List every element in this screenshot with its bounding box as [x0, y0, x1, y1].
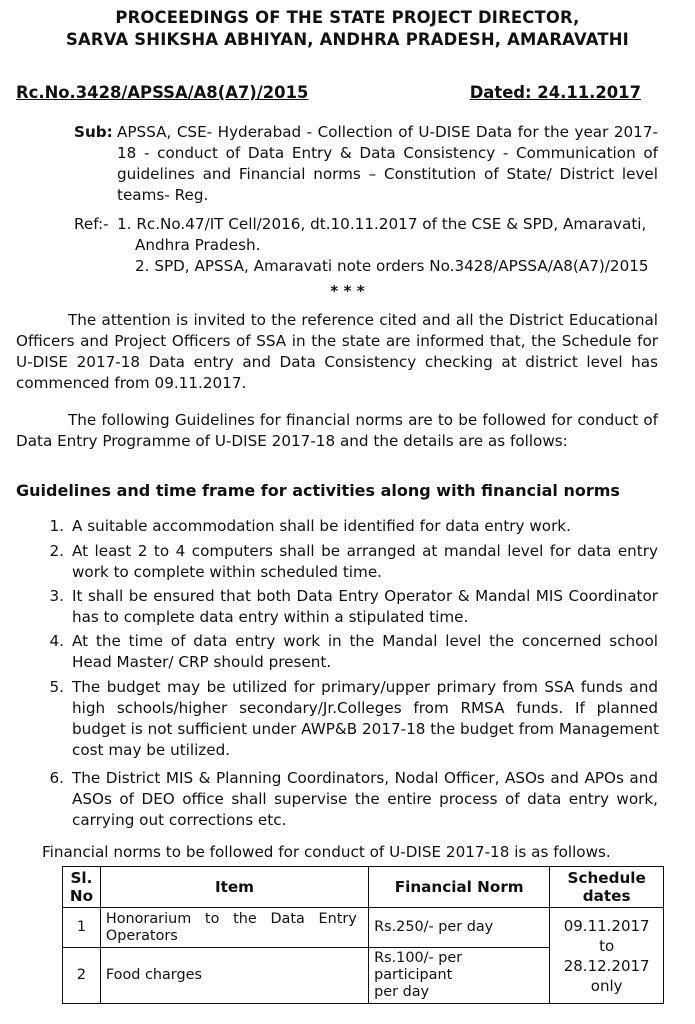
list-item: cost may be utilized.	[72, 741, 231, 759]
separator-stars: * * *	[330, 282, 365, 300]
list-number: 5.	[49, 678, 64, 696]
list-number: 6.	[49, 769, 64, 787]
cell-norm-line: Rs.250/- per day	[374, 919, 494, 935]
dated: Dated: 24.11.2017	[469, 83, 641, 102]
list-number: 1.	[49, 517, 64, 535]
list-item: The budget may be utilized for primary/upper primary from SSA funds and	[72, 678, 658, 696]
list-item: ASOs of DEO office shall supervise the entire process of data entry work,	[72, 790, 658, 808]
references-label: Ref:-	[74, 215, 109, 233]
list-item: budget is not sufficient under AWP&B 2017-18 the budget from Management	[72, 720, 659, 738]
reference-item: 2. SPD, APSSA, Amaravati note orders No.3428/APSSA/A8(A7)/2015	[135, 257, 649, 275]
cell-norm-line: Rs.100/- per participant	[374, 950, 463, 983]
list-item: work to complete within scheduled time.	[72, 563, 382, 581]
subject-line: guidelines and Financial norms – Constitution of State/ District level	[117, 165, 658, 183]
subject-label: Sub:	[74, 123, 113, 141]
header-sl-line: Sl.	[70, 869, 93, 887]
header-schedule-line: Schedule	[567, 869, 646, 887]
schedule-line: 28.12.2017	[563, 956, 650, 975]
subject-line: APSSA, CSE- Hyderabad - Collection of U-DISE Data for the year 2017-	[117, 123, 658, 141]
schedule-line: only	[590, 976, 623, 995]
paragraph-line: U-DISE 2017-18 Data entry and Data Consistency checking at district level has	[16, 353, 658, 371]
cell-item-line: Food charges	[105, 967, 202, 983]
cell-sl-no: 1	[63, 908, 101, 948]
list-item: At the time of data entry work in the Mandal level the concerned school	[72, 632, 658, 650]
guidelines-heading: Guidelines and time frame for activities along with financial norms	[16, 481, 620, 500]
list-item: high schools/higher secondary/Jr.Colleges from RMSA funds. If planned	[72, 699, 658, 717]
cell-item	[100, 948, 368, 1004]
reference-number: Rc.No.3428/APSSA/A8(A7)/2015	[16, 83, 309, 102]
list-number: 4.	[49, 632, 64, 650]
paragraph-line: Officers and Project Officers of SSA in the state are informed that, the Schedule for	[16, 332, 658, 350]
header-sl-line: No	[69, 887, 94, 905]
cell-item-line: Operators	[105, 927, 178, 944]
list-item: carrying out corrections etc.	[72, 811, 287, 829]
table-header-row	[63, 867, 664, 908]
list-number: 3.	[49, 587, 64, 605]
list-item: has to complete data entry within a stipulated time.	[72, 608, 469, 626]
cell-financial-norm	[369, 908, 550, 948]
cell-item	[100, 908, 368, 948]
financial-norms-table	[62, 866, 664, 1004]
header-schedule-line: dates	[582, 887, 631, 905]
reference-item: Andhra Pradesh.	[135, 236, 261, 254]
subject-line: teams- Reg.	[117, 186, 209, 204]
cell-sl-no: 2	[63, 948, 101, 1004]
table-row	[63, 908, 664, 948]
list-item: A suitable accommodation shall be identified for data entry work.	[72, 517, 571, 535]
subject-line: 18 - conduct of Data Entry & Data Consistency - Communication of	[117, 144, 658, 162]
title-line-2: SARVA SHIKSHA ABHIYAN, ANDHRA PRADESH, AMARAVATHI	[66, 30, 629, 49]
header-financial-norm: Financial Norm	[369, 867, 550, 908]
cell-item-line: Honorarium to the Data Entry	[105, 910, 357, 927]
paragraph-line: commenced from 09.11.2017.	[16, 374, 247, 392]
paragraph-line: The attention is invited to the reference cited and all the District Educational	[68, 311, 658, 329]
list-item: The District MIS & Planning Coordinators, Nodal Officer, ASOs and APOs and	[72, 769, 658, 787]
title-line-1: PROCEEDINGS OF THE STATE PROJECT DIRECTOR,	[115, 8, 580, 27]
list-item: It shall be ensured that both Data Entry Operator & Mandal MIS Coordinator	[72, 587, 658, 605]
cell-norm-line: per day	[374, 984, 430, 1000]
cell-financial-norm	[369, 948, 550, 1004]
schedule-line: 09.11.2017 to	[563, 916, 650, 955]
table-intro: Financial norms to be followed for conduct of U-DISE 2017-18 is as follows.	[42, 843, 611, 861]
paragraph-line: Data Entry Programme of U-DISE 2017-18 and the details are as follows:	[16, 432, 568, 450]
paragraph-line: The following Guidelines for financial norms are to be followed for conduct of	[68, 411, 658, 429]
header-sl-no	[63, 867, 101, 908]
list-item: Head Master/ CRP should present.	[72, 653, 332, 671]
reference-item: 1. Rc.No.47/IT Cell/2016, dt.10.11.2017 of the CSE & SPD, Amaravati,	[117, 215, 647, 233]
header-schedule-dates	[550, 867, 664, 908]
cell-schedule-dates	[550, 908, 664, 1004]
list-number: 2.	[49, 542, 64, 560]
list-item: At least 2 to 4 computers shall be arranged at mandal level for data entry	[72, 542, 658, 560]
header-item: Item	[100, 867, 368, 908]
